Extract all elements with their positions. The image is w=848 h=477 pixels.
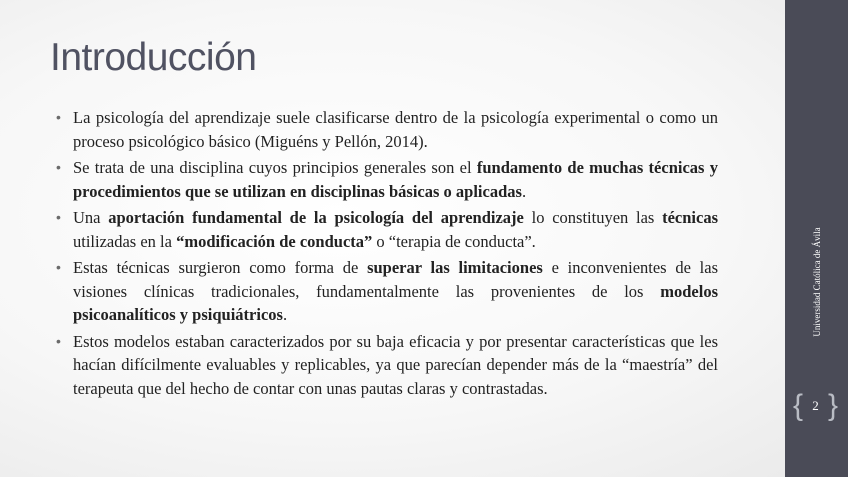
bullet-text: Una [73, 208, 109, 227]
slide-title: Introducción [50, 36, 257, 79]
bullet-bold-text: superar las limitaciones [367, 258, 543, 277]
bullet-list [56, 106, 718, 403]
bullet-text: Estos modelos estaban caracterizados por su baja eficacia y por presentar características que les hacían difícilmente evaluables y replicables, ya que parecían depender más de la “maestría” del terapeuta que del hecho de contar con unas pautas claras y contrastadas. [73, 331, 718, 398]
bullet-bold-text: aportación fundamental de la psicología del aprendizaje [108, 208, 524, 227]
bullet-item [56, 330, 718, 401]
page-number-box [789, 383, 842, 429]
bullet-item [56, 106, 718, 153]
page-number: 2 [812, 398, 819, 413]
bullet-text: Estas técnicas surgieron como forma de [73, 258, 368, 277]
left-brace-icon: { [793, 389, 804, 422]
bullet-bold-text: “modificación de conducta” [176, 231, 373, 251]
right-brace-icon: } [827, 389, 838, 422]
bullet-item [56, 156, 718, 203]
bullet-text: . [521, 181, 527, 201]
bullet-text: utilizadas en la [73, 231, 177, 251]
bullet-bold-text: modelos psicoanalíticos y psiquiátricos [73, 281, 718, 324]
bullet-text: Se trata de una disciplina cuyos principios generales son el [73, 158, 477, 177]
bullet-bold-text: técnicas [662, 208, 719, 227]
bullet-text: La psicología del aprendizaje suele clasificarse dentro de la psicología experimental o como un proceso psicológico básico (Miguéns y Pellón, 2014). [73, 108, 718, 151]
bullet-bold-text: fundamento de muchas técnicas y procedimientos que se utilizan en disciplinas básicas o aplicadas [73, 158, 718, 201]
sidebar [785, 0, 848, 477]
bullet-text: e inconvenientes de las visiones clínicas tradicionales, fundamentalmente las provenientes de los [73, 258, 718, 301]
bullet-text: o “terapia de conducta”. [372, 231, 536, 251]
bullet-item [56, 206, 718, 253]
institution-label: Universidad Católica de Ávila [812, 227, 822, 337]
bullet-text: . [282, 305, 288, 324]
bullet-item [56, 256, 718, 327]
bullet-text: lo constituyen las [523, 208, 663, 227]
